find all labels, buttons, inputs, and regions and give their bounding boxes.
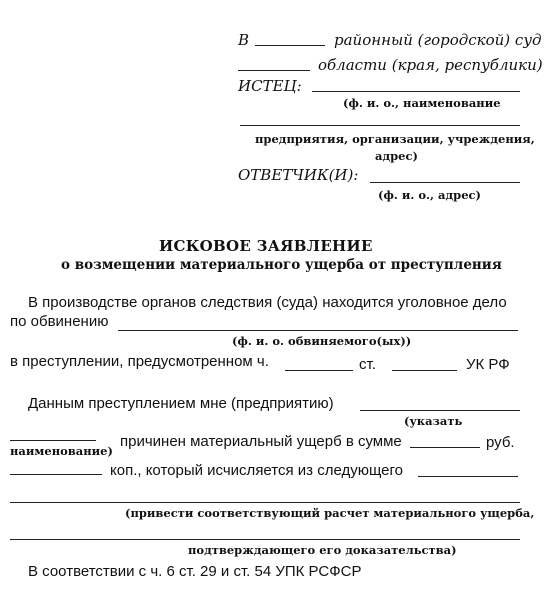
defendant-label: ОТВЕТЧИК(И): xyxy=(238,166,359,184)
p2-line-1: Данным преступлением мне (предприятию) xyxy=(28,395,334,412)
p2-line-2a: причинен материальный ущерб в сумме xyxy=(120,433,402,450)
plaintiff-caption-2: предприятия, организации, учреждения, xyxy=(255,132,535,146)
region-line xyxy=(238,70,310,71)
p1-line-3c: УК РФ xyxy=(466,356,510,373)
plaintiff-caption-3: адрес) xyxy=(375,149,418,163)
p1-caption: (ф. и. о. обвиняемого(ых)) xyxy=(232,334,412,348)
article-line xyxy=(392,370,457,371)
p1-line-1: В производстве органов следствия (суда) находится уголовное дело xyxy=(28,294,507,311)
victim-line xyxy=(360,410,520,411)
plaintiff-line-2 xyxy=(240,125,520,126)
plaintiff-label: ИСТЕЦ: xyxy=(238,77,302,95)
p2-caption-2: (привести соответствующий расчет материального ущерба, xyxy=(125,506,535,520)
amount-rub-line xyxy=(410,447,480,448)
court-prefix: В xyxy=(238,31,250,49)
court-name-line xyxy=(255,45,325,46)
plaintiff-line xyxy=(312,91,520,92)
calculation-line-2 xyxy=(10,539,520,540)
p1-line-3a: в преступлении, предусмотренном ч. xyxy=(10,353,269,370)
p2-line-2b: руб. xyxy=(486,434,515,451)
accused-line xyxy=(118,330,518,331)
reason-line xyxy=(418,476,518,477)
part-line xyxy=(285,370,353,371)
document-title: ИСКОВОЕ ЗАЯВЛЕНИЕ xyxy=(159,237,373,255)
defendant-caption: (ф. и. о., адрес) xyxy=(378,188,481,202)
calculation-line-1 xyxy=(10,502,520,503)
court-line-2: области (края, республики) xyxy=(318,56,543,74)
p2-line-3: коп., который исчисляется из следующего xyxy=(110,462,403,479)
defendant-line xyxy=(370,182,520,183)
amount-kop-line xyxy=(10,474,102,475)
p2-caption-a: (указать xyxy=(404,414,463,428)
p1-line-3b: ст. xyxy=(359,356,376,373)
p3-line-1: В соответствии с ч. 6 ст. 29 и ст. 54 УПК РСФСР xyxy=(28,563,362,580)
p2-caption-b: наименование) xyxy=(10,444,113,458)
plaintiff-caption-1: (ф. и. о., наименование xyxy=(343,96,501,110)
p2-caption-3: подтверждающего его доказательства) xyxy=(188,543,457,557)
victim-name-line xyxy=(10,440,96,441)
court-line-1: районный (городской) суд xyxy=(334,31,542,49)
p1-line-2: по обвинению xyxy=(10,313,109,330)
document-subtitle: о возмещении материального ущерба от преступления xyxy=(61,257,502,273)
